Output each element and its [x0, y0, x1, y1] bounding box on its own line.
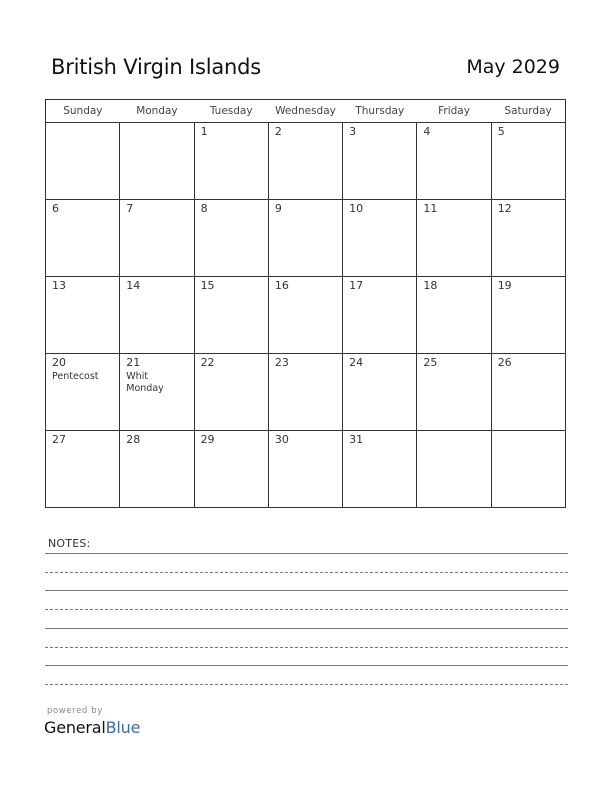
day-cell — [120, 277, 194, 354]
day-cell — [194, 277, 268, 354]
day-cell — [417, 354, 491, 431]
day-cell — [417, 200, 491, 277]
day-cell — [194, 123, 268, 200]
day-cell — [268, 200, 342, 277]
day-number: 22 — [200, 356, 215, 369]
holiday-label: Whit Monday — [126, 371, 164, 394]
day-cell — [46, 277, 120, 354]
day-number: 3 — [349, 125, 357, 138]
weekday-header: Tuesday — [194, 100, 268, 123]
day-number: 30 — [274, 433, 289, 446]
day-number: 10 — [349, 202, 364, 215]
day-number: 9 — [274, 202, 282, 215]
week-row — [46, 431, 566, 508]
day-cell — [46, 354, 120, 431]
logo-text-blue: Blue — [105, 718, 141, 737]
day-number: 29 — [200, 433, 215, 446]
weekday-header-row — [46, 100, 566, 123]
day-number: 25 — [423, 356, 438, 369]
day-number: 26 — [497, 356, 512, 369]
day-number: 14 — [126, 279, 141, 292]
day-number: 6 — [52, 202, 59, 215]
day-number: 13 — [52, 279, 66, 292]
day-number: 23 — [274, 356, 289, 369]
day-cell — [343, 354, 417, 431]
day-cell — [491, 277, 565, 354]
day-cell — [46, 200, 120, 277]
day-number: 2 — [274, 125, 282, 138]
day-cell — [120, 354, 194, 431]
day-number: 31 — [349, 433, 364, 446]
note-line — [45, 684, 568, 685]
day-number: 21 — [126, 356, 141, 369]
day-cell — [491, 200, 565, 277]
day-number: 11 — [423, 202, 438, 215]
day-cell — [194, 431, 268, 508]
day-number: 28 — [126, 433, 141, 446]
note-line — [45, 553, 568, 554]
day-number: 12 — [497, 202, 512, 215]
day-cell — [46, 123, 120, 200]
weekday-header: Saturday — [491, 100, 565, 123]
logo-text-general: General — [44, 718, 106, 737]
calendar-grid — [45, 99, 566, 508]
week-row — [46, 277, 566, 354]
day-number: 7 — [126, 202, 134, 215]
note-line — [45, 572, 568, 573]
day-number: 24 — [349, 356, 364, 369]
day-cell — [194, 200, 268, 277]
day-number: 17 — [349, 279, 364, 292]
week-row — [46, 354, 566, 431]
day-cell — [194, 354, 268, 431]
powered-by-text: powered by — [47, 706, 103, 716]
note-line — [45, 665, 568, 666]
day-number: 8 — [200, 202, 208, 215]
day-cell — [268, 431, 342, 508]
day-cell — [268, 354, 342, 431]
day-cell — [343, 431, 417, 508]
day-cell — [491, 123, 565, 200]
day-number: 1 — [200, 125, 208, 138]
weekday-header: Monday — [120, 100, 194, 123]
notes-label: NOTES: — [48, 537, 91, 550]
day-number: 4 — [423, 125, 431, 138]
day-cell — [120, 123, 194, 200]
day-number: 5 — [497, 125, 505, 138]
day-number: 27 — [52, 433, 66, 446]
weekday-header: Wednesday — [268, 100, 342, 123]
weekday-header: Thursday — [343, 100, 417, 123]
day-cell — [343, 200, 417, 277]
note-line — [45, 628, 568, 629]
holiday-label: Pentecost — [52, 371, 99, 382]
weekday-header: Sunday — [46, 100, 120, 123]
month-year-label: May 2029 — [466, 56, 560, 78]
day-number: 18 — [423, 279, 438, 292]
day-cell — [268, 123, 342, 200]
week-row — [46, 200, 566, 277]
day-number: 19 — [497, 279, 512, 292]
calendar-title: British Virgin Islands — [51, 55, 262, 79]
day-cell — [491, 431, 565, 508]
day-cell — [120, 200, 194, 277]
week-row — [46, 123, 566, 200]
note-line — [45, 609, 568, 610]
day-cell — [46, 431, 120, 508]
note-line — [45, 590, 568, 591]
day-number: 16 — [274, 279, 289, 292]
day-cell — [491, 354, 565, 431]
day-cell — [120, 431, 194, 508]
weekday-header: Friday — [417, 100, 491, 123]
generalblue-logo — [44, 718, 140, 737]
day-number: 20 — [52, 356, 66, 369]
day-cell — [268, 277, 342, 354]
day-cell — [343, 123, 417, 200]
day-number: 15 — [200, 279, 215, 292]
day-cell — [417, 123, 491, 200]
day-cell — [417, 277, 491, 354]
day-cell — [343, 277, 417, 354]
note-line — [45, 647, 568, 648]
day-cell — [417, 431, 491, 508]
